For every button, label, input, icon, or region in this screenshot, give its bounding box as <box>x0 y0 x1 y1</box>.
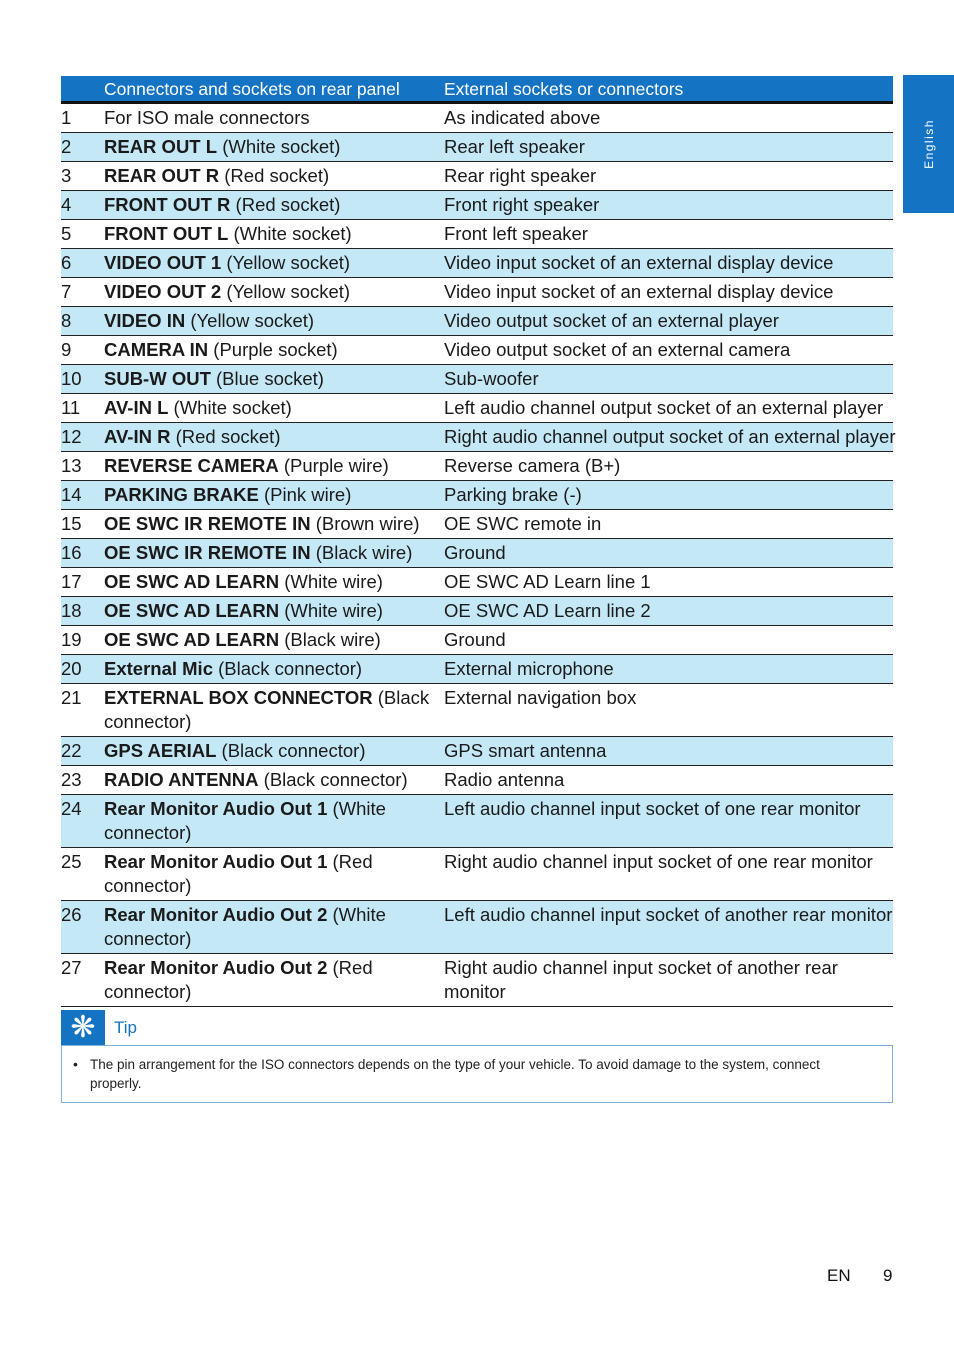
connector-detail: (Black wire) <box>310 542 413 563</box>
language-tab-label: English <box>921 119 936 169</box>
connector-name: External Mic <box>104 658 213 679</box>
row-number: 14 <box>61 481 104 510</box>
connector-cell <box>104 191 444 220</box>
connector-name: RADIO ANTENNA <box>104 769 259 790</box>
connector-detail: (Purple wire) <box>278 455 389 476</box>
connector-name: VIDEO IN <box>104 310 186 331</box>
header-external: External sockets or connectors <box>444 76 893 103</box>
header-number <box>61 76 104 103</box>
asterisk-icon: ❋ <box>61 1010 105 1045</box>
connector-name: GPS AERIAL <box>104 740 217 761</box>
external-cell: External microphone <box>444 655 893 684</box>
table-row <box>61 278 893 307</box>
connector-cell <box>104 423 444 452</box>
table-row <box>61 795 893 848</box>
table-row <box>61 307 893 336</box>
connector-name: OE SWC AD LEARN <box>104 600 280 621</box>
connector-name: CAMERA IN <box>104 339 209 360</box>
tip-text: The pin arrangement for the ISO connectors depends on the type of your vehicle. To avoid damage to the system, connect properly. <box>90 1057 820 1091</box>
table-row <box>61 597 893 626</box>
connector-cell <box>104 336 444 365</box>
connector-name: FRONT OUT L <box>104 223 229 244</box>
connector-detail: (Yellow socket) <box>221 281 351 302</box>
external-cell: Left audio channel input socket of another rear monitor <box>444 901 893 954</box>
connector-name: Rear Monitor Audio Out 1 <box>104 851 328 872</box>
external-cell: Right audio channel input socket of another rear monitor <box>444 954 893 1007</box>
table-row <box>61 423 893 452</box>
row-number: 20 <box>61 655 104 684</box>
connector-cell <box>104 795 444 848</box>
tip-item <box>73 1055 872 1093</box>
row-number: 9 <box>61 336 104 365</box>
connector-cell <box>104 307 444 336</box>
connector-cell <box>104 597 444 626</box>
connector-name: VIDEO OUT 1 <box>104 252 222 273</box>
connector-detail: (Yellow socket) <box>185 310 315 331</box>
connector-cell <box>104 626 444 655</box>
connector-name: EXTERNAL BOX CONNECTOR <box>104 687 373 708</box>
connector-detail: (White socket) <box>228 223 352 244</box>
row-number: 25 <box>61 848 104 901</box>
bullet-icon: • <box>73 1056 78 1072</box>
connector-detail: (Black connector) <box>258 769 408 790</box>
row-number: 23 <box>61 766 104 795</box>
external-cell: Right audio channel input socket of one rear monitor <box>444 848 893 901</box>
table-row <box>61 901 893 954</box>
connector-detail: (Red connector) <box>104 851 373 896</box>
table-row <box>61 626 893 655</box>
connector-detail: (White wire) <box>279 600 383 621</box>
connector-table <box>61 76 896 1007</box>
connector-detail: (Red socket) <box>230 194 341 215</box>
table-header-row <box>61 76 893 103</box>
external-cell: Reverse camera (B+) <box>444 452 893 481</box>
table-row <box>61 481 893 510</box>
table-row <box>61 220 893 249</box>
external-cell: As indicated above <box>444 103 893 133</box>
external-cell: Rear left speaker <box>444 133 893 162</box>
external-cell: Parking brake (-) <box>444 481 893 510</box>
external-cell: Rear right speaker <box>444 162 893 191</box>
external-cell: Left audio channel output socket of an external player <box>444 394 893 423</box>
row-number: 17 <box>61 568 104 597</box>
row-number: 15 <box>61 510 104 539</box>
connector-detail: (Black connector) <box>213 658 363 679</box>
connector-name: OE SWC AD LEARN <box>104 571 280 592</box>
table-row <box>61 162 893 191</box>
table-row <box>61 766 893 795</box>
table-row <box>61 539 893 568</box>
row-number: 3 <box>61 162 104 191</box>
row-number: 19 <box>61 626 104 655</box>
row-number: 27 <box>61 954 104 1007</box>
external-cell: Radio antenna <box>444 766 893 795</box>
tip-box <box>61 1045 893 1103</box>
connector-detail: (White wire) <box>279 571 383 592</box>
row-number: 26 <box>61 901 104 954</box>
connector-cell <box>104 510 444 539</box>
connector-detail: (Black connector) <box>216 740 366 761</box>
connector-cell <box>104 954 444 1007</box>
row-number: 10 <box>61 365 104 394</box>
connector-detail: (Purple socket) <box>208 339 338 360</box>
footer-language: EN <box>827 1266 851 1285</box>
connector-detail: (Red socket) <box>170 426 281 447</box>
connector-cell <box>104 133 444 162</box>
connector-name: REVERSE CAMERA <box>104 455 279 476</box>
connector-cell <box>104 848 444 901</box>
table-row <box>61 848 893 901</box>
table-row <box>61 684 893 737</box>
row-number: 12 <box>61 423 104 452</box>
connector-name: VIDEO OUT 2 <box>104 281 222 302</box>
table-row <box>61 568 893 597</box>
row-number: 6 <box>61 249 104 278</box>
external-cell: Video output socket of an external camera <box>444 336 893 365</box>
table-row <box>61 103 893 133</box>
connector-cell <box>104 365 444 394</box>
table-row <box>61 954 893 1007</box>
connector-name: Rear Monitor Audio Out 1 <box>104 798 328 819</box>
connector-detail: (White socket) <box>217 136 341 157</box>
table-row <box>61 133 893 162</box>
row-number: 11 <box>61 394 104 423</box>
row-number: 1 <box>61 103 104 133</box>
connector-cell <box>104 162 444 191</box>
table-row <box>61 394 893 423</box>
connector-name: REAR OUT L <box>104 136 218 157</box>
table-row <box>61 510 893 539</box>
table-row <box>61 655 893 684</box>
connector-detail: (Pink wire) <box>258 484 352 505</box>
language-side-tab <box>903 75 954 213</box>
connector-detail: (Black wire) <box>279 629 381 650</box>
connector-cell <box>104 568 444 597</box>
connector-name: REAR OUT R <box>104 165 220 186</box>
external-cell: OE SWC AD Learn line 2 <box>444 597 893 626</box>
connector-detail: (White socket) <box>168 397 292 418</box>
connector-cell <box>104 766 444 795</box>
table-row <box>61 191 893 220</box>
connector-detail: (Blue socket) <box>210 368 324 389</box>
row-number: 8 <box>61 307 104 336</box>
connector-cell <box>104 452 444 481</box>
external-cell: External navigation box <box>444 684 893 737</box>
row-number: 7 <box>61 278 104 307</box>
external-cell: Left audio channel input socket of one rear monitor <box>444 795 893 848</box>
connector-name: AV-IN L <box>104 397 169 418</box>
row-number: 4 <box>61 191 104 220</box>
connector-cell <box>104 737 444 766</box>
external-cell: Ground <box>444 539 893 568</box>
connector-name: OE SWC AD LEARN <box>104 629 280 650</box>
connector-cell <box>104 220 444 249</box>
external-cell: Video input socket of an external display device <box>444 249 893 278</box>
table-row <box>61 249 893 278</box>
row-number: 21 <box>61 684 104 737</box>
header-connectors: Connectors and sockets on rear panel <box>104 76 444 103</box>
connector-cell <box>104 655 444 684</box>
external-cell: Ground <box>444 626 893 655</box>
external-cell: OE SWC AD Learn line 1 <box>444 568 893 597</box>
connector-name: AV-IN R <box>104 426 171 447</box>
page-number: 9 <box>883 1266 893 1285</box>
connector-cell <box>104 684 444 737</box>
connector-detail: (Yellow socket) <box>221 252 351 273</box>
row-number: 2 <box>61 133 104 162</box>
connector-name: FRONT OUT R <box>104 194 231 215</box>
tip-label: Tip <box>114 1018 137 1037</box>
connector-name: OE SWC IR REMOTE IN <box>104 542 311 563</box>
table-row <box>61 452 893 481</box>
connector-name: Rear Monitor Audio Out 2 <box>104 904 328 925</box>
table-row <box>61 365 893 394</box>
row-number: 13 <box>61 452 104 481</box>
connector-detail: (Red socket) <box>219 165 330 186</box>
external-cell: Right audio channel output socket of an external player <box>444 423 893 452</box>
row-number: 5 <box>61 220 104 249</box>
connector-name: OE SWC IR REMOTE IN <box>104 513 311 534</box>
external-cell: Front left speaker <box>444 220 893 249</box>
connector-detail: (White connector) <box>104 904 386 949</box>
row-number: 16 <box>61 539 104 568</box>
connector-cell <box>104 278 444 307</box>
connector-detail: (Red connector) <box>104 957 373 1002</box>
row-number: 24 <box>61 795 104 848</box>
external-cell: Sub-woofer <box>444 365 893 394</box>
tip-header <box>61 1010 893 1045</box>
connector-cell <box>104 481 444 510</box>
connector-cell <box>104 539 444 568</box>
connector-cell <box>104 394 444 423</box>
connector-detail: (White connector) <box>104 798 386 843</box>
table-row <box>61 336 893 365</box>
row-number: 18 <box>61 597 104 626</box>
connector-cell <box>104 249 444 278</box>
row-number: 22 <box>61 737 104 766</box>
connector-cell <box>104 901 444 954</box>
external-cell: GPS smart antenna <box>444 737 893 766</box>
connector-name: PARKING BRAKE <box>104 484 259 505</box>
external-cell: Front right speaker <box>444 191 893 220</box>
connector-detail: (Black connector) <box>104 687 430 732</box>
connector-name: Rear Monitor Audio Out 2 <box>104 957 328 978</box>
external-cell: Video input socket of an external display device <box>444 278 893 307</box>
external-cell: Video output socket of an external player <box>444 307 893 336</box>
connector-cell <box>104 103 444 133</box>
connector-detail: For ISO male connectors <box>104 107 310 128</box>
connector-detail: (Brown wire) <box>310 513 420 534</box>
table-row <box>61 737 893 766</box>
connector-name: SUB-W OUT <box>104 368 211 389</box>
external-cell: OE SWC remote in <box>444 510 893 539</box>
